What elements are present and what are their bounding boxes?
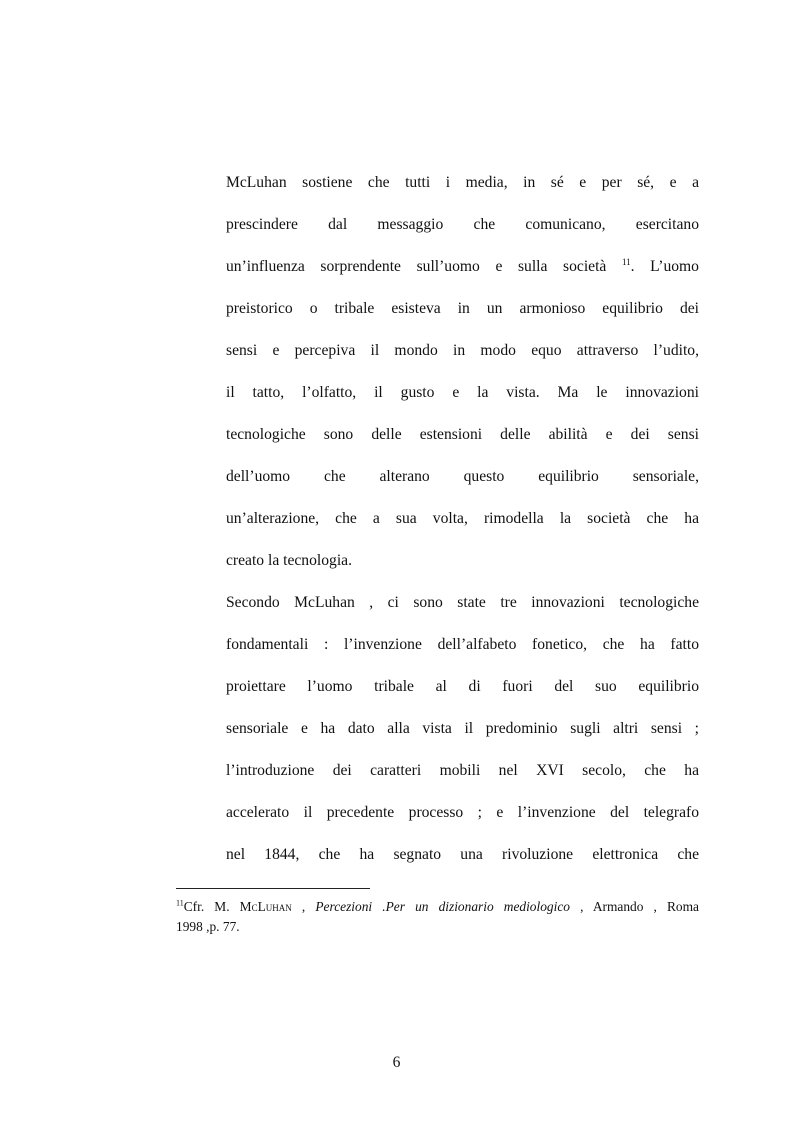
footnote-divider xyxy=(176,888,370,889)
body-line: proiettare l’uomo tribale al di fuori del suo equilibrio xyxy=(226,678,699,695)
footnote-author: cLuhan xyxy=(251,899,292,914)
body-line: il tatto, l’olfatto, il gusto e la vista. Ma le innovazioni xyxy=(226,384,699,401)
body-line: sensi e percepiva il mondo in modo equo attraverso l’udito, xyxy=(226,342,699,359)
body-line: creato la tecnologia. xyxy=(226,552,352,569)
body-line-segment: un’influenza sorprendente sull’uomo e sulla società xyxy=(226,258,607,275)
body-line: tecnologiche sono delle estensioni delle abilità e dei sensi xyxy=(226,426,699,443)
footnote-publisher: , Armando , Roma xyxy=(569,899,699,914)
footnote xyxy=(176,897,699,937)
body-line: fondamentali : l’invenzione dell’alfabeto fonetico, che ha fatto xyxy=(226,636,699,653)
body-line: dell’uomo che alterano questo equilibrio sensoriale, xyxy=(226,468,699,485)
body-line: l’introduzione dei caratteri mobili nel XVI secolo, che ha xyxy=(226,762,699,779)
footnote-line xyxy=(176,897,699,917)
footnote-line: 1998 ,p. 77. xyxy=(176,919,240,934)
page-number: 6 xyxy=(392,1054,401,1071)
body-line: un’alterazione, che a sua volta, rimodella la società che ha xyxy=(226,510,699,527)
body-line: sensoriale e ha dato alla vista il predominio sugli altri sensi ; xyxy=(226,720,699,737)
footnote-marker: 11 xyxy=(176,898,184,908)
body-line-segment: . L’uomo xyxy=(630,258,699,275)
body-line: prescindere dal messaggio che comunicano, esercitano xyxy=(226,216,699,233)
footnote-prefix: Cfr. M. M xyxy=(183,899,252,914)
footnote-reference: 11 xyxy=(621,256,631,267)
body-line: McLuhan sostiene che tutti i media, in sé e per sé, e a xyxy=(226,174,699,191)
body-line: Secondo McLuhan , ci sono state tre innovazioni tecnologiche xyxy=(226,594,699,611)
body-line: preistorico o tribale esisteva in un armonioso equilibrio dei xyxy=(226,300,699,317)
body-line: nel 1844, che ha segnato una rivoluzione elettronica che xyxy=(226,846,699,863)
body-line-with-footnote-ref xyxy=(226,257,699,277)
footnote-title: Percezioni .Per un dizionario mediologico xyxy=(315,899,570,914)
body-line: accelerato il precedente processo ; e l’invenzione del telegrafo xyxy=(226,804,699,821)
footnote-separator: , xyxy=(291,899,316,914)
